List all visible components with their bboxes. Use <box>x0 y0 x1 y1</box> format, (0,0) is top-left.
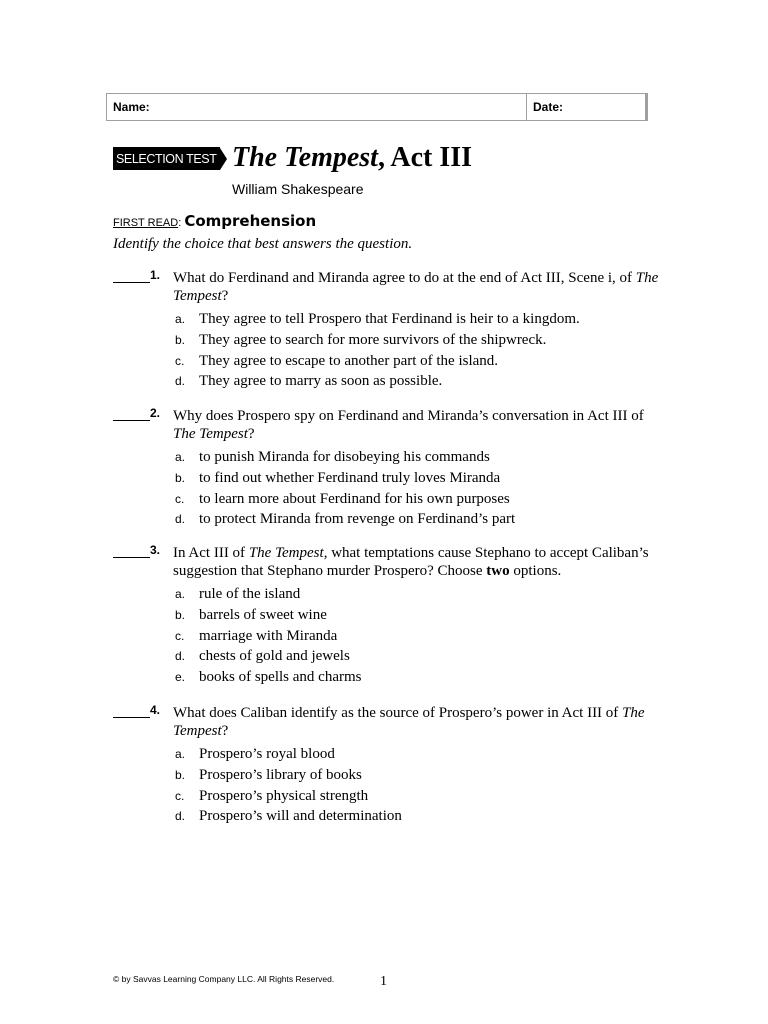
instructions: Identify the choice that best answers the question. <box>113 236 413 252</box>
title-act: , Act III <box>377 142 473 173</box>
answer-blank[interactable] <box>113 544 150 558</box>
question-4 <box>113 704 663 829</box>
author: William Shakespeare <box>232 181 364 197</box>
answer-blank[interactable] <box>113 407 150 421</box>
section-title: Comprehension <box>184 212 317 230</box>
option-c[interactable]: c. marriage with Miranda <box>175 627 338 644</box>
name-field[interactable] <box>107 94 527 120</box>
option-e[interactable]: e. books of spells and charms <box>175 669 362 686</box>
section-heading <box>113 212 316 231</box>
option-d[interactable]: d. They agree to marry as soon as possible. <box>175 373 443 390</box>
title-work: The Tempest <box>232 142 378 173</box>
option-d[interactable]: d. Prospero’s will and determination <box>175 808 402 825</box>
option-a[interactable]: a. They agree to tell Prospero that Ferdinand is heir to a kingdom. <box>175 311 580 327</box>
question-text: What do Ferdinand and Miranda agree to do at the end of Act III, Scene i, of The Tempest? <box>173 270 659 304</box>
option-a[interactable]: a. Prospero’s royal blood <box>175 746 335 762</box>
options-list <box>113 586 663 690</box>
question-1 <box>113 269 663 394</box>
option-b[interactable]: b. to find out whether Ferdinand truly loves Miranda <box>175 469 501 486</box>
page-title <box>232 142 472 174</box>
option-a[interactable]: a. to punish Miranda for disobeying his commands <box>175 449 490 465</box>
selection-test-label: SELECTION TEST <box>113 147 220 170</box>
tag-arrow-icon <box>220 148 227 170</box>
question-2 <box>113 407 663 532</box>
option-d[interactable]: d. to protect Miranda from revenge on Ferdinand’s part <box>175 511 516 528</box>
question-number: 1. <box>150 268 161 282</box>
question-text: In Act III of The Tempest, what temptations cause Stephano to accept Caliban’s suggestion that Stephano murder Prospero? Choose two options. <box>173 545 649 579</box>
question-3 <box>113 544 663 690</box>
question-number: 2. <box>150 406 161 420</box>
question-text: Why does Prospero spy on Ferdinand and Miranda’s conversation in Act III of The Tempest? <box>173 408 644 442</box>
first-read-label: FIRST READ <box>113 217 179 229</box>
name-date-header <box>106 93 648 121</box>
question-number: 4. <box>150 703 161 717</box>
page-number: 1 <box>380 974 387 989</box>
option-c[interactable]: c. Prospero’s physical strength <box>175 787 369 804</box>
options-list <box>113 746 663 829</box>
options-list <box>113 311 663 394</box>
date-field[interactable] <box>527 94 647 120</box>
answer-blank[interactable] <box>113 704 150 718</box>
option-c[interactable]: c. They agree to escape to another part of the island. <box>175 352 499 369</box>
date-label: Date: <box>533 100 564 114</box>
option-a[interactable]: a. rule of the island <box>175 586 301 602</box>
answer-blank[interactable] <box>113 269 150 283</box>
question-text: What does Caliban identify as the source of Prospero’s power in Act III of The Tempest? <box>173 705 645 739</box>
question-number: 3. <box>150 543 161 557</box>
copyright-footer: © by Savvas Learning Company LLC. All Rights Reserved. <box>113 974 335 984</box>
option-b[interactable]: b. They agree to search for more survivors of the shipwreck. <box>175 331 547 348</box>
selection-test-tag <box>113 147 227 170</box>
section-separator: : <box>178 217 185 229</box>
name-label: Name: <box>113 100 150 114</box>
option-d[interactable]: d. chests of gold and jewels <box>175 648 350 665</box>
options-list <box>113 449 663 532</box>
option-b[interactable]: b. barrels of sweet wine <box>175 606 327 623</box>
option-b[interactable]: b. Prospero’s library of books <box>175 766 362 783</box>
option-c[interactable]: c. to learn more about Ferdinand for his own purposes <box>175 490 510 507</box>
